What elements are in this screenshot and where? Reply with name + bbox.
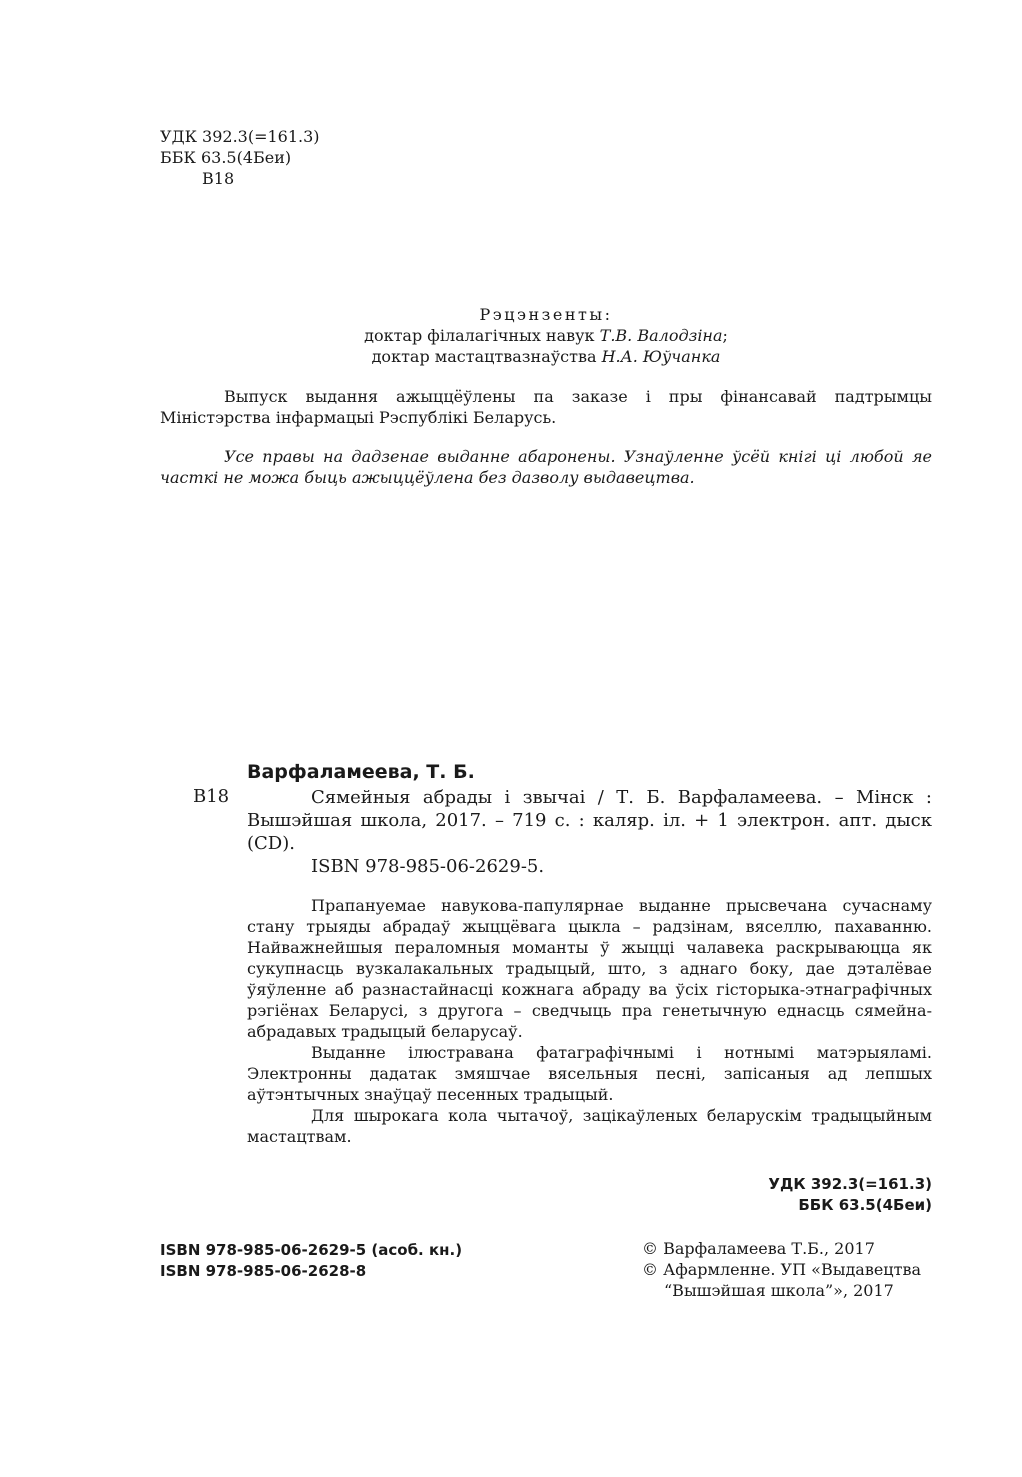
funding-note: Выпуск выдання ажыццёўлены па заказе і пры фінансавай падтрымцы Міністэрства інфармацыі Рэспублікі Беларусь. xyxy=(160,387,932,427)
abstract-paragraph-2: Выданне ілюстравана фатаграфічнымі і нотнымі матэрыяламі. Электронны дадатак змяшчае вясельныя песні, запісаныя ад лепшых аўтэнтычных знаўцаў песенных традыцый. xyxy=(247,1043,932,1104)
reviewers-block xyxy=(160,304,932,367)
catalog-entry xyxy=(247,786,932,878)
udk-code: УДК 392.3(=161.3) xyxy=(160,127,320,146)
bottom-classification-codes xyxy=(768,1174,932,1216)
abstract-paragraph-1: Прапануемае навукова-папулярнае выданне прысвечана сучаснаму стану трыяды абрадаў жыццёвага цыкла – радзінам, вяселлю, пахаванню. Найважнейшыя пераломныя моманты ў жыцці чалавека раскрываюцца як сукупнасць вузкалакальных традыцый, што, з аднаго боку, дае дэталёвае ўяўленне аб разнастайнасці кожнага абраду ва ўсіх гісторыка-этнаграфічных рэгіёнах Беларусі, з другога – сведчыць пра генетычную еднасць сямейна-абрадавых традыцый беларусаў. xyxy=(247,896,932,1041)
reviewer-2-name: Н.А. Юўчанка xyxy=(601,347,721,366)
bbk-code: ББК 63.5(4Беи) xyxy=(160,148,292,167)
bottom-bbk-code: ББК 63.5(4Беи) xyxy=(798,1196,932,1214)
top-classification-codes xyxy=(160,126,320,189)
catalog-description: Сямейныя абрады і звычаі / Т. Б. Варфаламеева. – Мінск : Вышэйшая школа, 2017. – 719 с. : каляр. іл. + 1 электрон. апт. дыск (CD). xyxy=(247,787,932,854)
copyright-design-cont: “Вышэйшая школа”», 2017 xyxy=(664,1281,894,1300)
reviewer-2-degree: доктар мастацтвазнаўства xyxy=(371,347,602,366)
reviewer-2 xyxy=(160,346,932,367)
isbn-book: ISBN 978-985-06-2629-5 (асоб. кн.) xyxy=(160,1241,463,1259)
reviewer-1-name: Т.В. Валодзіна xyxy=(599,326,723,345)
reviewers-title: Рэцэнзенты: xyxy=(479,305,613,324)
author-mark: В18 xyxy=(202,169,235,188)
rights-note: Усе правы на дадзенае выданне абаронены. Узнаўленне ўсёй кнігі ці любой яе часткі не можа быць ажыццёўлена без дазволу выдавецтва. xyxy=(160,447,932,487)
copyright-design: © Афармленне. УП «Выдавецтва xyxy=(642,1260,921,1279)
bottom-udk-code: УДК 392.3(=161.3) xyxy=(768,1175,932,1193)
catalog-isbn: ISBN 978-985-06-2629-5. xyxy=(311,856,545,877)
reviewer-1-suffix: ; xyxy=(722,326,728,345)
catalog-author: Варфаламеева, Т. Б. xyxy=(247,761,475,783)
abstract-paragraph-3: Для шырокага кола чытачоў, зацікаўленых беларускім традыцыйным мастацтвам. xyxy=(247,1106,932,1146)
catalog-code: В18 xyxy=(193,786,230,807)
isbn-set: ISBN 978-985-06-2628-8 xyxy=(160,1262,367,1280)
reviewer-1 xyxy=(160,325,932,346)
isbn-list xyxy=(160,1240,462,1282)
reviewer-1-degree: доктар філалагічных навук xyxy=(364,326,600,345)
copyright-block xyxy=(642,1238,921,1301)
copyright-author: © Варфаламеева Т.Б., 2017 xyxy=(642,1239,875,1258)
abstract xyxy=(247,895,932,1147)
